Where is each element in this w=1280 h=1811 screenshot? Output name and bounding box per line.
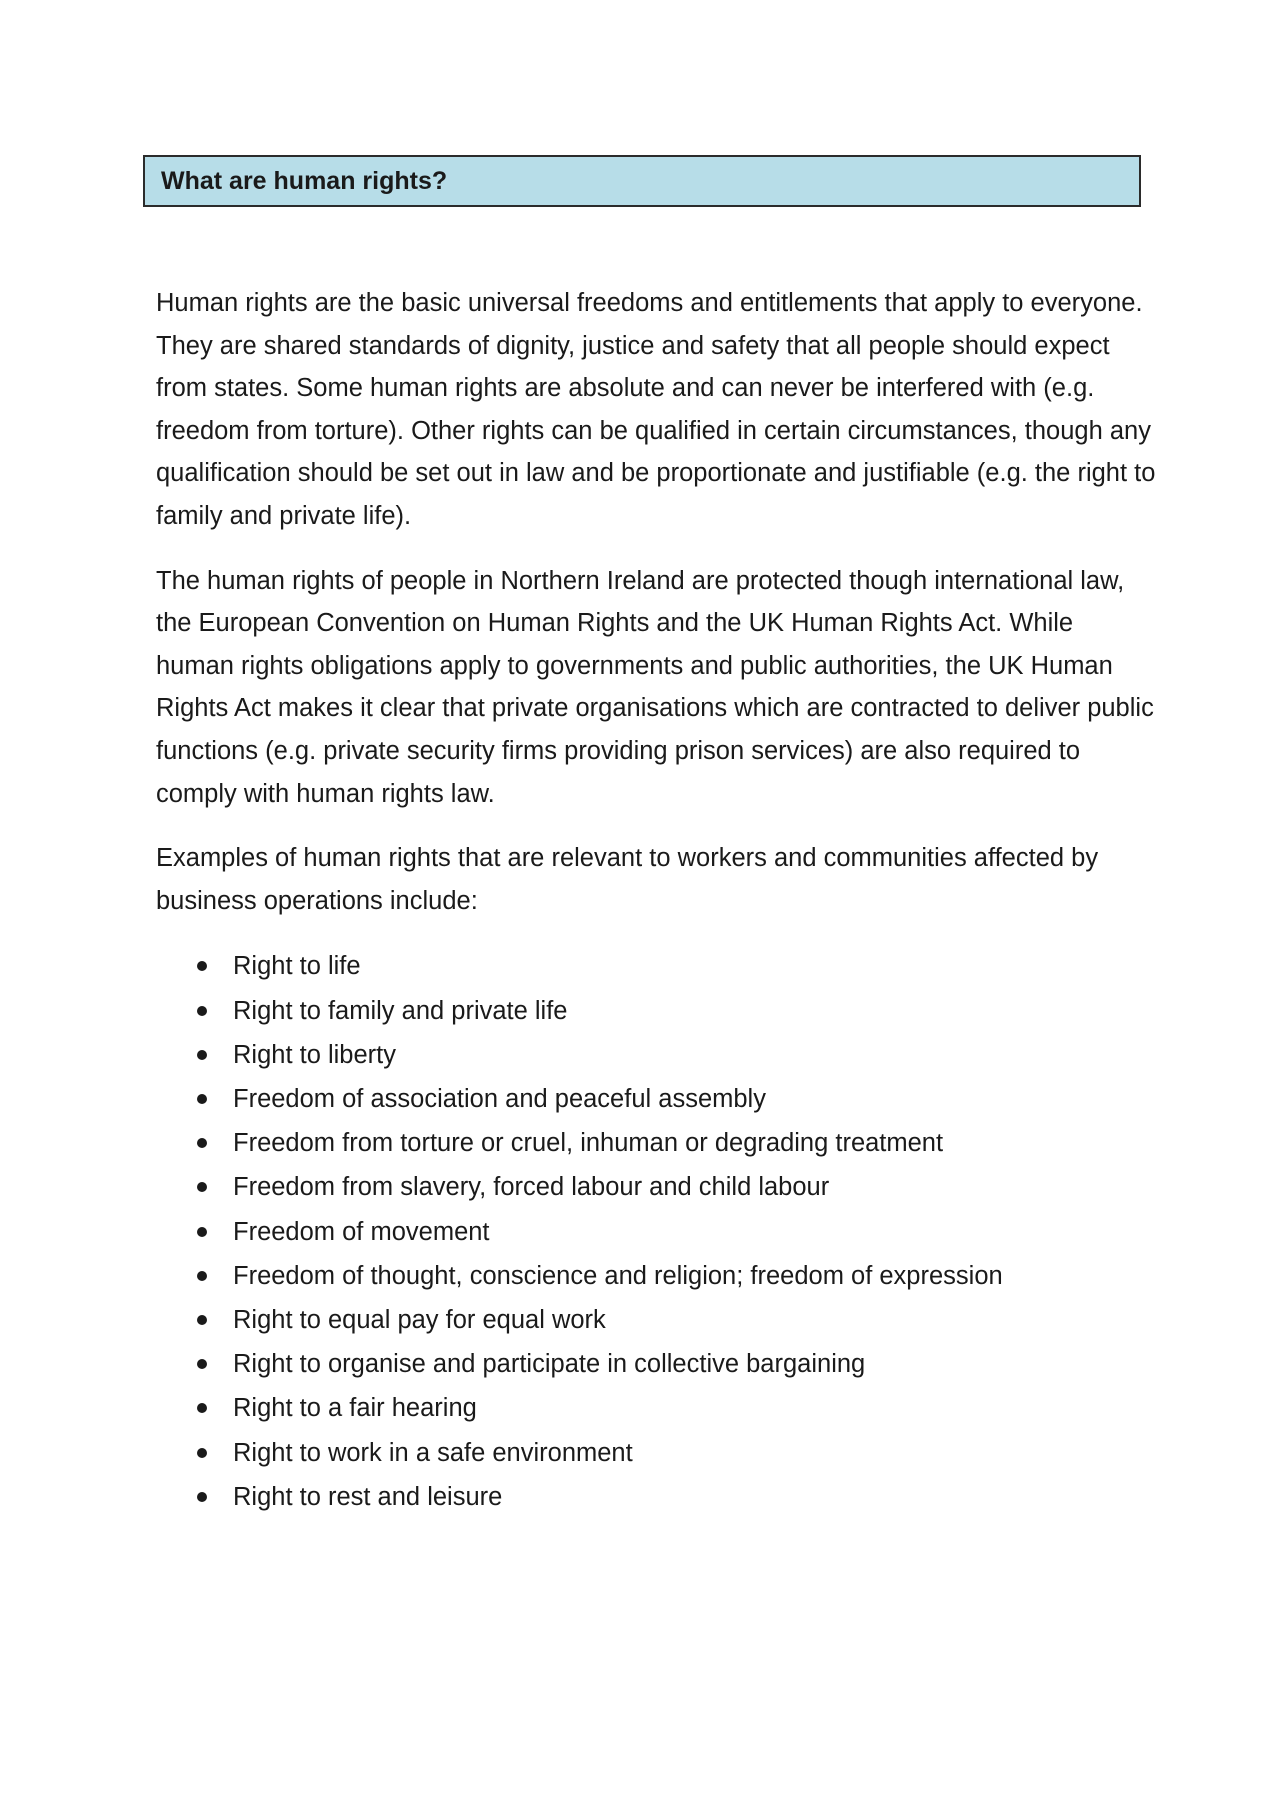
bullet-icon xyxy=(197,1403,207,1413)
bullet-icon xyxy=(197,1094,207,1104)
list-item xyxy=(156,1342,1156,1386)
list-item-text: Freedom from torture or cruel, inhuman or degrading treatment xyxy=(233,1129,944,1158)
list-item xyxy=(156,1033,1156,1077)
list-item-text: Right to life xyxy=(233,952,361,981)
list-item-text: Right to family and private life xyxy=(233,996,568,1025)
paragraph-examples-intro: Examples of human rights that are relevant to workers and communities affected by business operations include: xyxy=(156,844,1099,915)
bullet-icon xyxy=(197,1227,207,1237)
bullet-icon xyxy=(197,1315,207,1325)
list-item xyxy=(156,1121,1156,1165)
paragraph-definition: Human rights are the basic universal freedoms and entitlements that apply to everyone. They are shared standards of dignity, justice and safety that all people should expect from states. Some human rights are absolute and can never be interfered with (e.g. freedom from torture). Other rights can be qualified in certain circumstances, though any qualification should be set out in law and be proportionate and justifiable (e.g. the right to family and private life). xyxy=(156,289,1156,530)
list-item-text: Right to rest and leisure xyxy=(233,1482,503,1511)
bullet-icon xyxy=(197,1271,207,1281)
list-item-text: Freedom of association and peaceful assembly xyxy=(233,1084,766,1113)
section-heading-box xyxy=(143,155,1141,207)
bullet-icon xyxy=(197,1492,207,1502)
bullet-icon xyxy=(197,1182,207,1192)
bullet-icon xyxy=(197,1448,207,1458)
list-item xyxy=(156,1254,1156,1298)
rights-list xyxy=(156,944,1156,1519)
bullet-icon xyxy=(197,1359,207,1369)
list-item xyxy=(156,1210,1156,1254)
list-item-text: Freedom from slavery, forced labour and child labour xyxy=(233,1173,830,1202)
list-item xyxy=(156,1431,1156,1475)
list-item xyxy=(156,1386,1156,1430)
bullet-icon xyxy=(197,1138,207,1148)
list-item xyxy=(156,1475,1156,1519)
paragraph-protection: The human rights of people in Northern Ireland are protected though international law, the European Convention on Human Rights and the UK Human Rights Act. While human rights obligations apply to governments and public authorities, the UK Human Rights Act makes it clear that private organisations which are contracted to deliver public functions (e.g. private security firms providing prison services) are also required to comply with human rights law. xyxy=(156,566,1154,808)
list-item-text: Freedom of thought, conscience and religion; freedom of expression xyxy=(233,1261,1003,1290)
section-heading: What are human rights? xyxy=(161,166,448,195)
list-item xyxy=(156,1298,1156,1342)
list-item xyxy=(156,1077,1156,1121)
list-item xyxy=(156,944,1156,988)
list-item-text: Right to organise and participate in collective bargaining xyxy=(233,1350,866,1379)
bullet-icon xyxy=(197,961,207,971)
list-item-text: Freedom of movement xyxy=(233,1217,490,1246)
list-item xyxy=(156,1165,1156,1209)
bullet-icon xyxy=(197,1006,207,1016)
list-item-text: Right to a fair hearing xyxy=(233,1394,477,1423)
list-item-text: Right to liberty xyxy=(233,1040,396,1069)
list-item-text: Right to work in a safe environment xyxy=(233,1438,633,1467)
bullet-icon xyxy=(197,1050,207,1060)
list-item xyxy=(156,989,1156,1033)
list-item-text: Right to equal pay for equal work xyxy=(233,1305,606,1334)
document-body xyxy=(156,282,1156,1519)
